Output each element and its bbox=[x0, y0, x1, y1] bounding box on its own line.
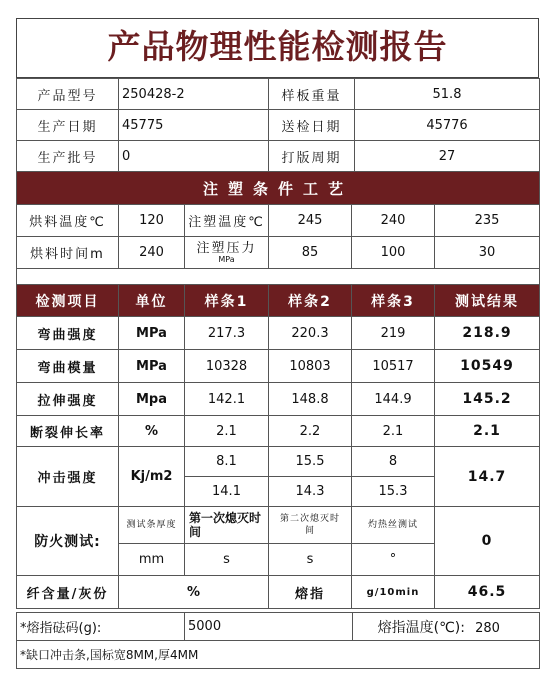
fire-row bbox=[17, 507, 540, 544]
table-row bbox=[17, 383, 540, 416]
inj-press-value-3: 30 bbox=[435, 237, 540, 269]
row-sample-1: 10328 bbox=[185, 350, 269, 383]
row-sample-3: 144.9 bbox=[352, 383, 435, 416]
header-sample-3: 样条3 bbox=[352, 285, 435, 317]
spacer-row bbox=[17, 269, 540, 285]
row-result: 218.9 bbox=[435, 317, 540, 350]
cycle-label: 打版周期 bbox=[269, 141, 355, 172]
inj-press-label-cell bbox=[185, 237, 269, 269]
weight-value: 51.8 bbox=[355, 79, 540, 110]
inj-temp-value-1: 245 bbox=[269, 205, 352, 237]
prod-date-label: 生产日期 bbox=[17, 110, 119, 141]
fire-h4: 灼热丝测试 bbox=[352, 507, 435, 544]
melt-temp-value: 280 bbox=[475, 620, 500, 636]
process-band-title: 注塑条件工艺 bbox=[17, 172, 540, 205]
row-unit: MPa bbox=[119, 350, 185, 383]
impact-r1-sample-3: 8 bbox=[352, 447, 435, 477]
row-result: 10549 bbox=[435, 350, 540, 383]
row-unit: MPa bbox=[119, 317, 185, 350]
row-item: 弯曲模量 bbox=[17, 350, 119, 383]
row-sample-2: 10803 bbox=[269, 350, 352, 383]
inj-temp-value-3: 235 bbox=[435, 205, 540, 237]
impact-r2-sample-1: 14.1 bbox=[185, 477, 269, 507]
send-date-value: 45776 bbox=[355, 110, 540, 141]
impact-r2-sample-2: 14.3 bbox=[269, 477, 352, 507]
fire-h2: 第一次熄灭时间 bbox=[185, 507, 269, 544]
process-table bbox=[16, 171, 540, 285]
impact-result: 14.7 bbox=[435, 447, 540, 507]
impact-r1-sample-1: 8.1 bbox=[185, 447, 269, 477]
batch-label: 生产批号 bbox=[17, 141, 119, 172]
row-sample-3: 2.1 bbox=[352, 416, 435, 447]
row-unit: Mpa bbox=[119, 383, 185, 416]
table-row bbox=[17, 416, 540, 447]
fiber-result: 46.5 bbox=[435, 576, 540, 609]
batch-value: 0 bbox=[119, 141, 269, 172]
weight-label: 样板重量 bbox=[269, 79, 355, 110]
header-result: 测试结果 bbox=[435, 285, 540, 317]
fire-v2: s bbox=[185, 544, 269, 576]
row-item: 弯曲强度 bbox=[17, 317, 119, 350]
impact-unit: Kj/m2 bbox=[119, 447, 185, 507]
impact-r2-sample-3: 15.3 bbox=[352, 477, 435, 507]
melt-label: 熔指 bbox=[269, 576, 352, 609]
fiber-item: 纤含量/灰份 bbox=[17, 576, 119, 609]
header-item: 检测项目 bbox=[17, 285, 119, 317]
send-date-label: 送检日期 bbox=[269, 110, 355, 141]
header-sample-1: 样条1 bbox=[185, 285, 269, 317]
fire-result: 0 bbox=[435, 507, 540, 576]
row-result: 2.1 bbox=[435, 416, 540, 447]
melt-unit: g/10min bbox=[352, 576, 435, 609]
test-table bbox=[16, 284, 540, 609]
footer-note: *缺口冲击条,国标宽8MM,厚4MM bbox=[17, 641, 540, 669]
bake-temp-value: 120 bbox=[119, 205, 185, 237]
melt-weight-value: 5000 bbox=[185, 613, 353, 641]
model-label: 产品型号 bbox=[17, 79, 119, 110]
melt-temp-cell bbox=[353, 613, 540, 641]
fire-h3: 第二次熄灭时间 bbox=[269, 507, 352, 544]
footer-table bbox=[16, 612, 540, 669]
row-sample-3: 10517 bbox=[352, 350, 435, 383]
report-sheet bbox=[16, 18, 539, 670]
melt-weight-label: *熔指砝码(g): bbox=[17, 613, 185, 641]
fire-v1: mm bbox=[119, 544, 185, 576]
row-sample-1: 217.3 bbox=[185, 317, 269, 350]
fire-item: 防火测试: bbox=[17, 507, 119, 576]
inj-press-value-1: 85 bbox=[269, 237, 352, 269]
impact-item: 冲击强度 bbox=[17, 447, 119, 507]
inj-press-unit: MPa bbox=[218, 254, 235, 264]
report-title: 产品物理性能检测报告 bbox=[16, 18, 539, 78]
info-table bbox=[16, 78, 540, 172]
table-row bbox=[17, 350, 540, 383]
fire-h1: 测试条厚度 bbox=[119, 507, 185, 544]
fiber-row bbox=[17, 576, 540, 609]
row-item: 断裂伸长率 bbox=[17, 416, 119, 447]
fire-v4: ° bbox=[352, 544, 435, 576]
fire-v3: s bbox=[269, 544, 352, 576]
header-unit: 单位 bbox=[119, 285, 185, 317]
bake-temp-label: 烘料温度℃ bbox=[17, 205, 119, 237]
inj-temp-value-2: 240 bbox=[352, 205, 435, 237]
row-sample-1: 2.1 bbox=[185, 416, 269, 447]
inj-press-value-2: 100 bbox=[352, 237, 435, 269]
row-sample-2: 148.8 bbox=[269, 383, 352, 416]
row-sample-2: 2.2 bbox=[269, 416, 352, 447]
melt-temp-label: 熔指温度(℃): bbox=[377, 619, 465, 636]
row-sample-3: 219 bbox=[352, 317, 435, 350]
impact-row bbox=[17, 447, 540, 477]
inj-press-label: 注塑压力 bbox=[196, 240, 257, 256]
row-sample-1: 142.1 bbox=[185, 383, 269, 416]
bake-time-label: 烘料时间m bbox=[17, 237, 119, 269]
table-row bbox=[17, 317, 540, 350]
row-result: 145.2 bbox=[435, 383, 540, 416]
cycle-value: 27 bbox=[355, 141, 540, 172]
fiber-unit: % bbox=[119, 576, 269, 609]
row-sample-2: 220.3 bbox=[269, 317, 352, 350]
model-value: 250428-2 bbox=[119, 79, 269, 110]
inj-temp-label: 注塑温度℃ bbox=[185, 205, 269, 237]
bake-time-value: 240 bbox=[119, 237, 185, 269]
prod-date-value: 45775 bbox=[119, 110, 269, 141]
impact-r1-sample-2: 15.5 bbox=[269, 447, 352, 477]
row-unit: % bbox=[119, 416, 185, 447]
row-item: 拉伸强度 bbox=[17, 383, 119, 416]
header-sample-2: 样条2 bbox=[269, 285, 352, 317]
